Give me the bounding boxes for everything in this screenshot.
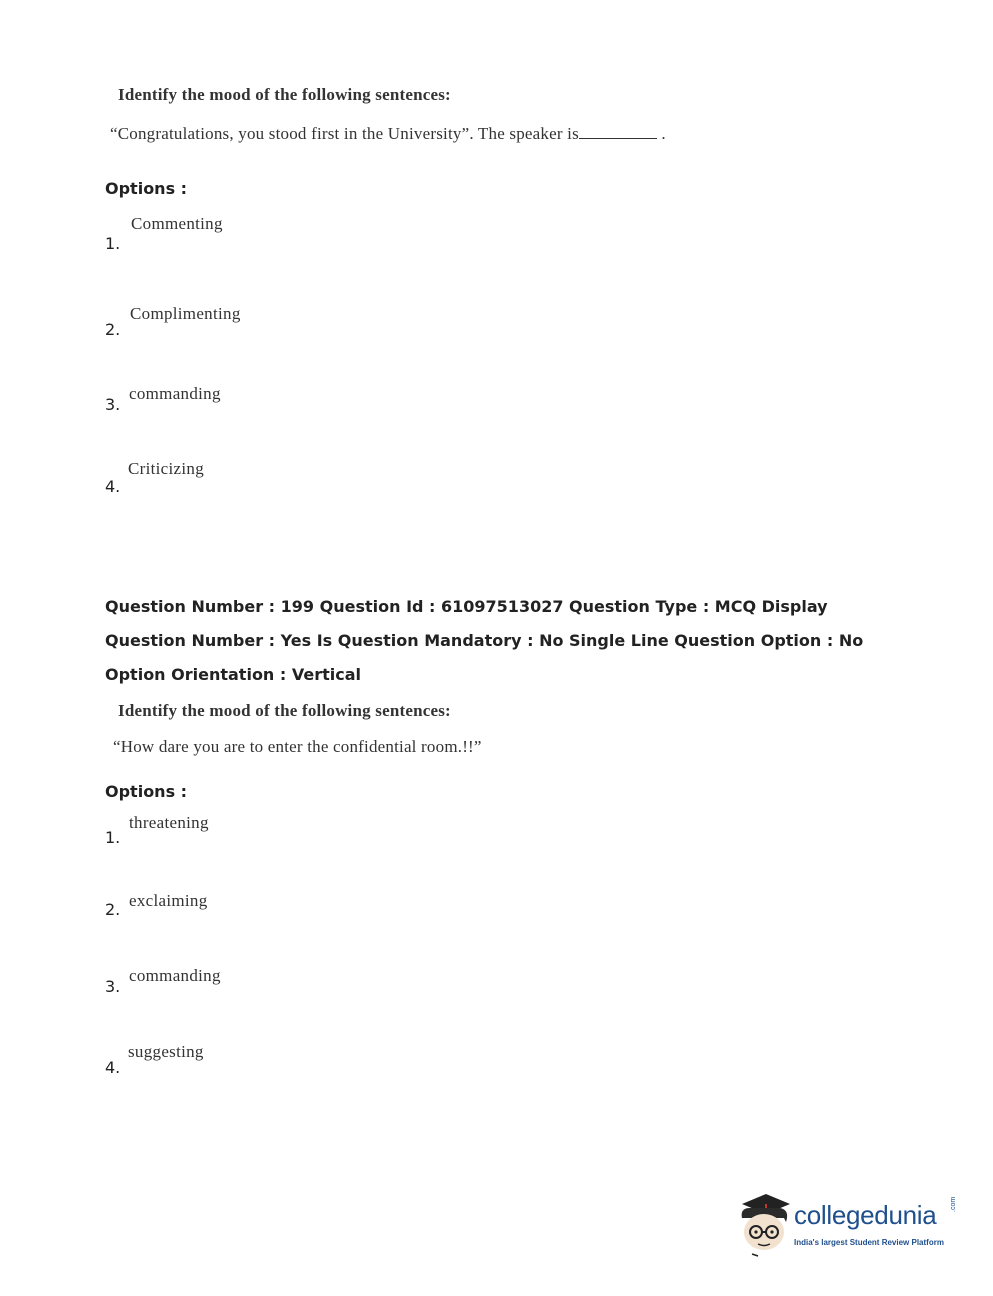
question-2-option-2-number: 2. — [105, 900, 121, 919]
logo-suffix: .com — [950, 1196, 957, 1212]
question-2-sentence: “How dare you are to enter the confidential room.!!” — [113, 737, 482, 756]
question-2-option-4-text: suggesting — [128, 1042, 204, 1061]
question-1-sentence — [110, 124, 666, 144]
question-1-option-4-text: Criticizing — [128, 459, 205, 478]
question-2-option-3-text: commanding — [129, 966, 221, 985]
question-1-instruction: Identify the mood of the following sentences: — [118, 85, 451, 104]
question-1-option-1-number: 1. — [105, 234, 121, 253]
question-1-sentence-end: . — [656, 124, 666, 143]
question-1-option-1-text: Commenting — [131, 214, 223, 233]
question-2-option-2-text: exclaiming — [129, 891, 208, 910]
answer-blank — [579, 124, 657, 139]
question-2-instruction: Identify the mood of the following sentences: — [118, 701, 451, 720]
question-1-option-2-number: 2. — [105, 320, 121, 339]
question-2-option-3-number: 3. — [105, 977, 121, 996]
question-2-options-label: Options : — [105, 782, 188, 801]
question-1-option-3-text: commanding — [129, 384, 221, 403]
mascot-icon — [736, 1192, 794, 1258]
collegedunia-logo — [736, 1192, 962, 1258]
question-1-sentence-text: “Congratulations, you stood first in the University”. The speaker is — [110, 124, 579, 143]
logo-wordmark: collegedunia — [794, 1200, 937, 1230]
logo-tagline: India's largest Student Review Platform — [794, 1238, 944, 1247]
question-1-option-2-text: Complimenting — [130, 304, 241, 323]
question-1-option-4-number: 4. — [105, 477, 121, 496]
question-2-option-4-number: 4. — [105, 1058, 121, 1077]
question-2-option-1-text: threatening — [129, 813, 209, 832]
question-1-options-label: Options : — [105, 179, 188, 198]
question-2-option-1-number: 1. — [105, 828, 121, 847]
question-2-metadata: Question Number : 199 Question Id : 61097513027 Question Type : MCQ Display Question Number : Yes Is Question Mandatory : No Single Line Question Option : No Option Orientation : Vertical — [105, 597, 864, 684]
question-1-option-3-number: 3. — [105, 395, 121, 414]
